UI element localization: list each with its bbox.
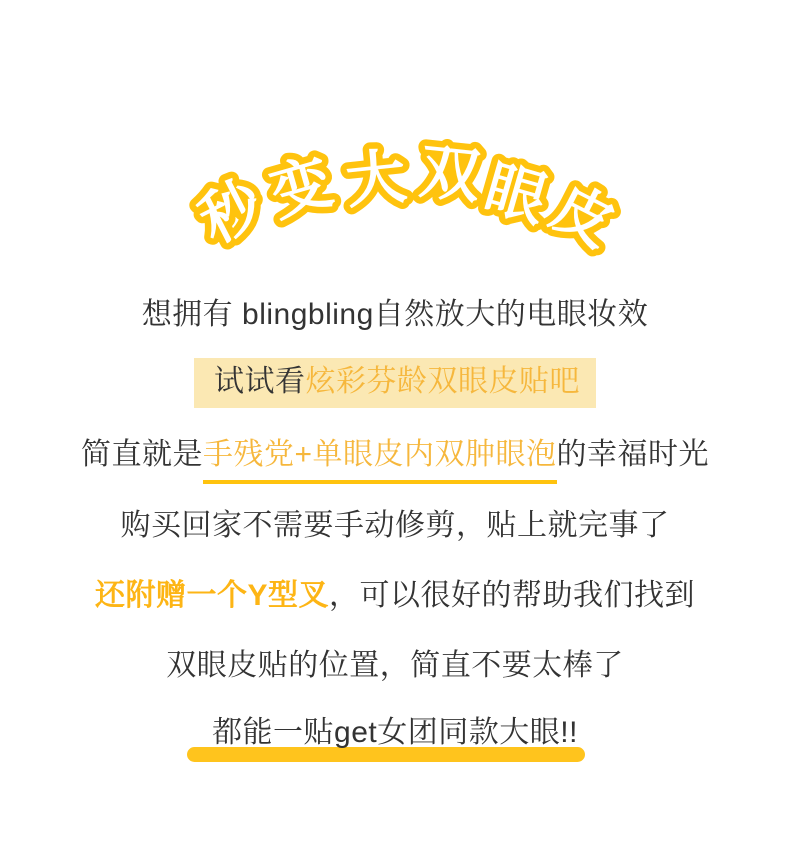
- product-name: 炫彩芬龄双眼皮贴吧: [305, 365, 580, 398]
- benefit-suffix: 的幸福时光: [556, 438, 710, 471]
- benefit-line: [0, 437, 790, 484]
- position-line: 双眼皮贴的位置，简直不要太棒了: [166, 649, 624, 682]
- suggestion-prefix: 试试看: [214, 365, 306, 398]
- gift-highlight: 还附赠一个Y型叉: [94, 579, 329, 612]
- product-suggestion-line: [0, 358, 790, 408]
- purchase-line: 购买回家不需要手动修剪，贴上就完事了: [120, 509, 670, 542]
- title-char-3: 大: [342, 142, 410, 216]
- gift-line: [0, 578, 790, 614]
- title-char-2: 变: [262, 147, 340, 229]
- final-text-wrap: [212, 715, 578, 751]
- title-char-5: 眼: [477, 153, 555, 235]
- final-line: [0, 715, 790, 751]
- title-char-6: 皮: [541, 172, 625, 260]
- title-char-1: 秒: [189, 168, 273, 256]
- gift-suffix: ，可以很好的帮助我们找到: [329, 579, 695, 612]
- tagline-intro: 想拥有 blingbling自然放大的电眼妆效: [141, 298, 649, 331]
- highlight-box: [194, 358, 596, 408]
- title-arc: [0, 118, 790, 318]
- final-line-marker: [187, 747, 585, 762]
- final-text: 都能一贴get女团同款大眼!!: [212, 716, 578, 749]
- benefit-prefix: 简直就是: [80, 438, 203, 471]
- benefit-highlight: 手残党+单眼皮内双肿眼泡: [203, 437, 557, 484]
- title-char-4: 双: [416, 137, 484, 211]
